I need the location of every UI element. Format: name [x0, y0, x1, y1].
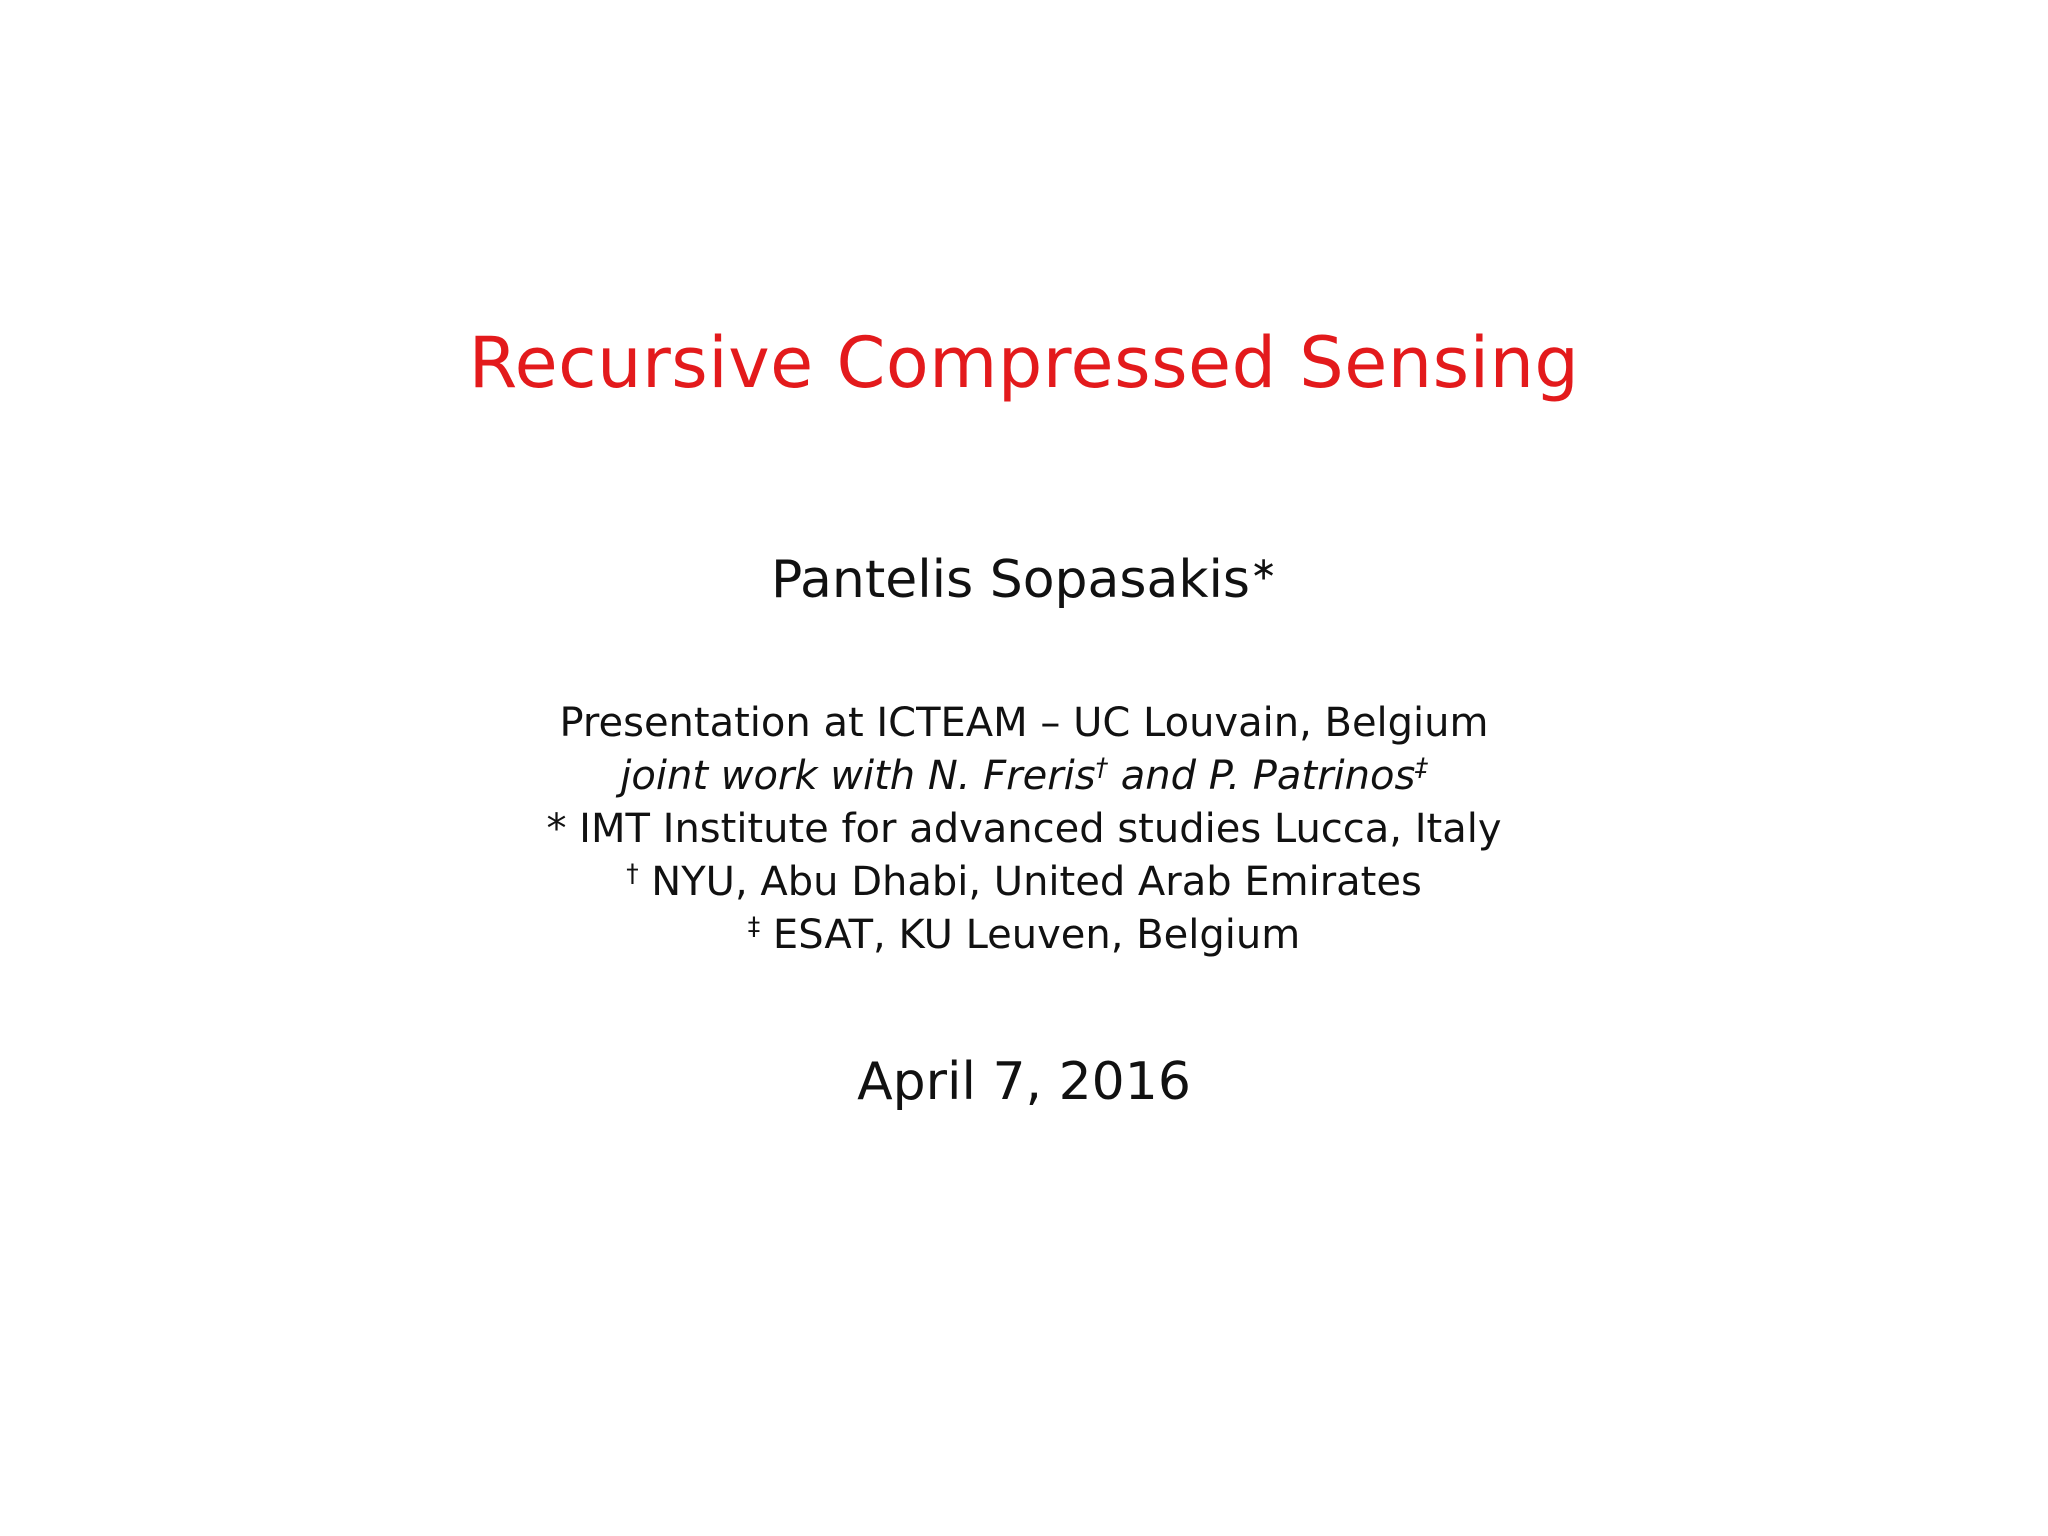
affiliation-nyu	[0, 856, 2048, 909]
joint-work-mark-dagger: †	[1095, 752, 1109, 782]
joint-work-line	[0, 750, 2048, 803]
presentation-venue: Presentation at ICTEAM – UC Louvain, Belgium	[559, 700, 1489, 746]
joint-work-prefix: joint work with N. Freris	[620, 753, 1096, 799]
author-name: Pantelis Sopasakis	[770, 550, 1251, 610]
affiliation-text: IMT Institute for advanced studies Lucca, Italy	[566, 806, 1502, 852]
joint-work-mark-double-dagger: ‡	[1415, 752, 1428, 782]
affiliation-mark: †	[626, 858, 639, 888]
joint-work-middle: and P. Patrinos	[1108, 753, 1416, 799]
author-mark: ∗	[1250, 549, 1278, 588]
affiliation-text: ESAT, KU Leuven, Belgium	[760, 912, 1301, 958]
affiliation-esat	[0, 909, 2048, 962]
presentation-date: April 7, 2016	[857, 1052, 1191, 1112]
affiliation-mark: ‡	[747, 911, 761, 941]
affiliation-imt	[0, 803, 2048, 856]
affiliation-mark: *	[546, 806, 567, 852]
slide-title: Recursive Compressed Sensing	[468, 322, 1580, 404]
presentation-info	[0, 697, 2048, 962]
author-line	[0, 545, 2048, 615]
affiliation-text: NYU, Abu Dhabi, United Arab Emirates	[638, 859, 1422, 905]
